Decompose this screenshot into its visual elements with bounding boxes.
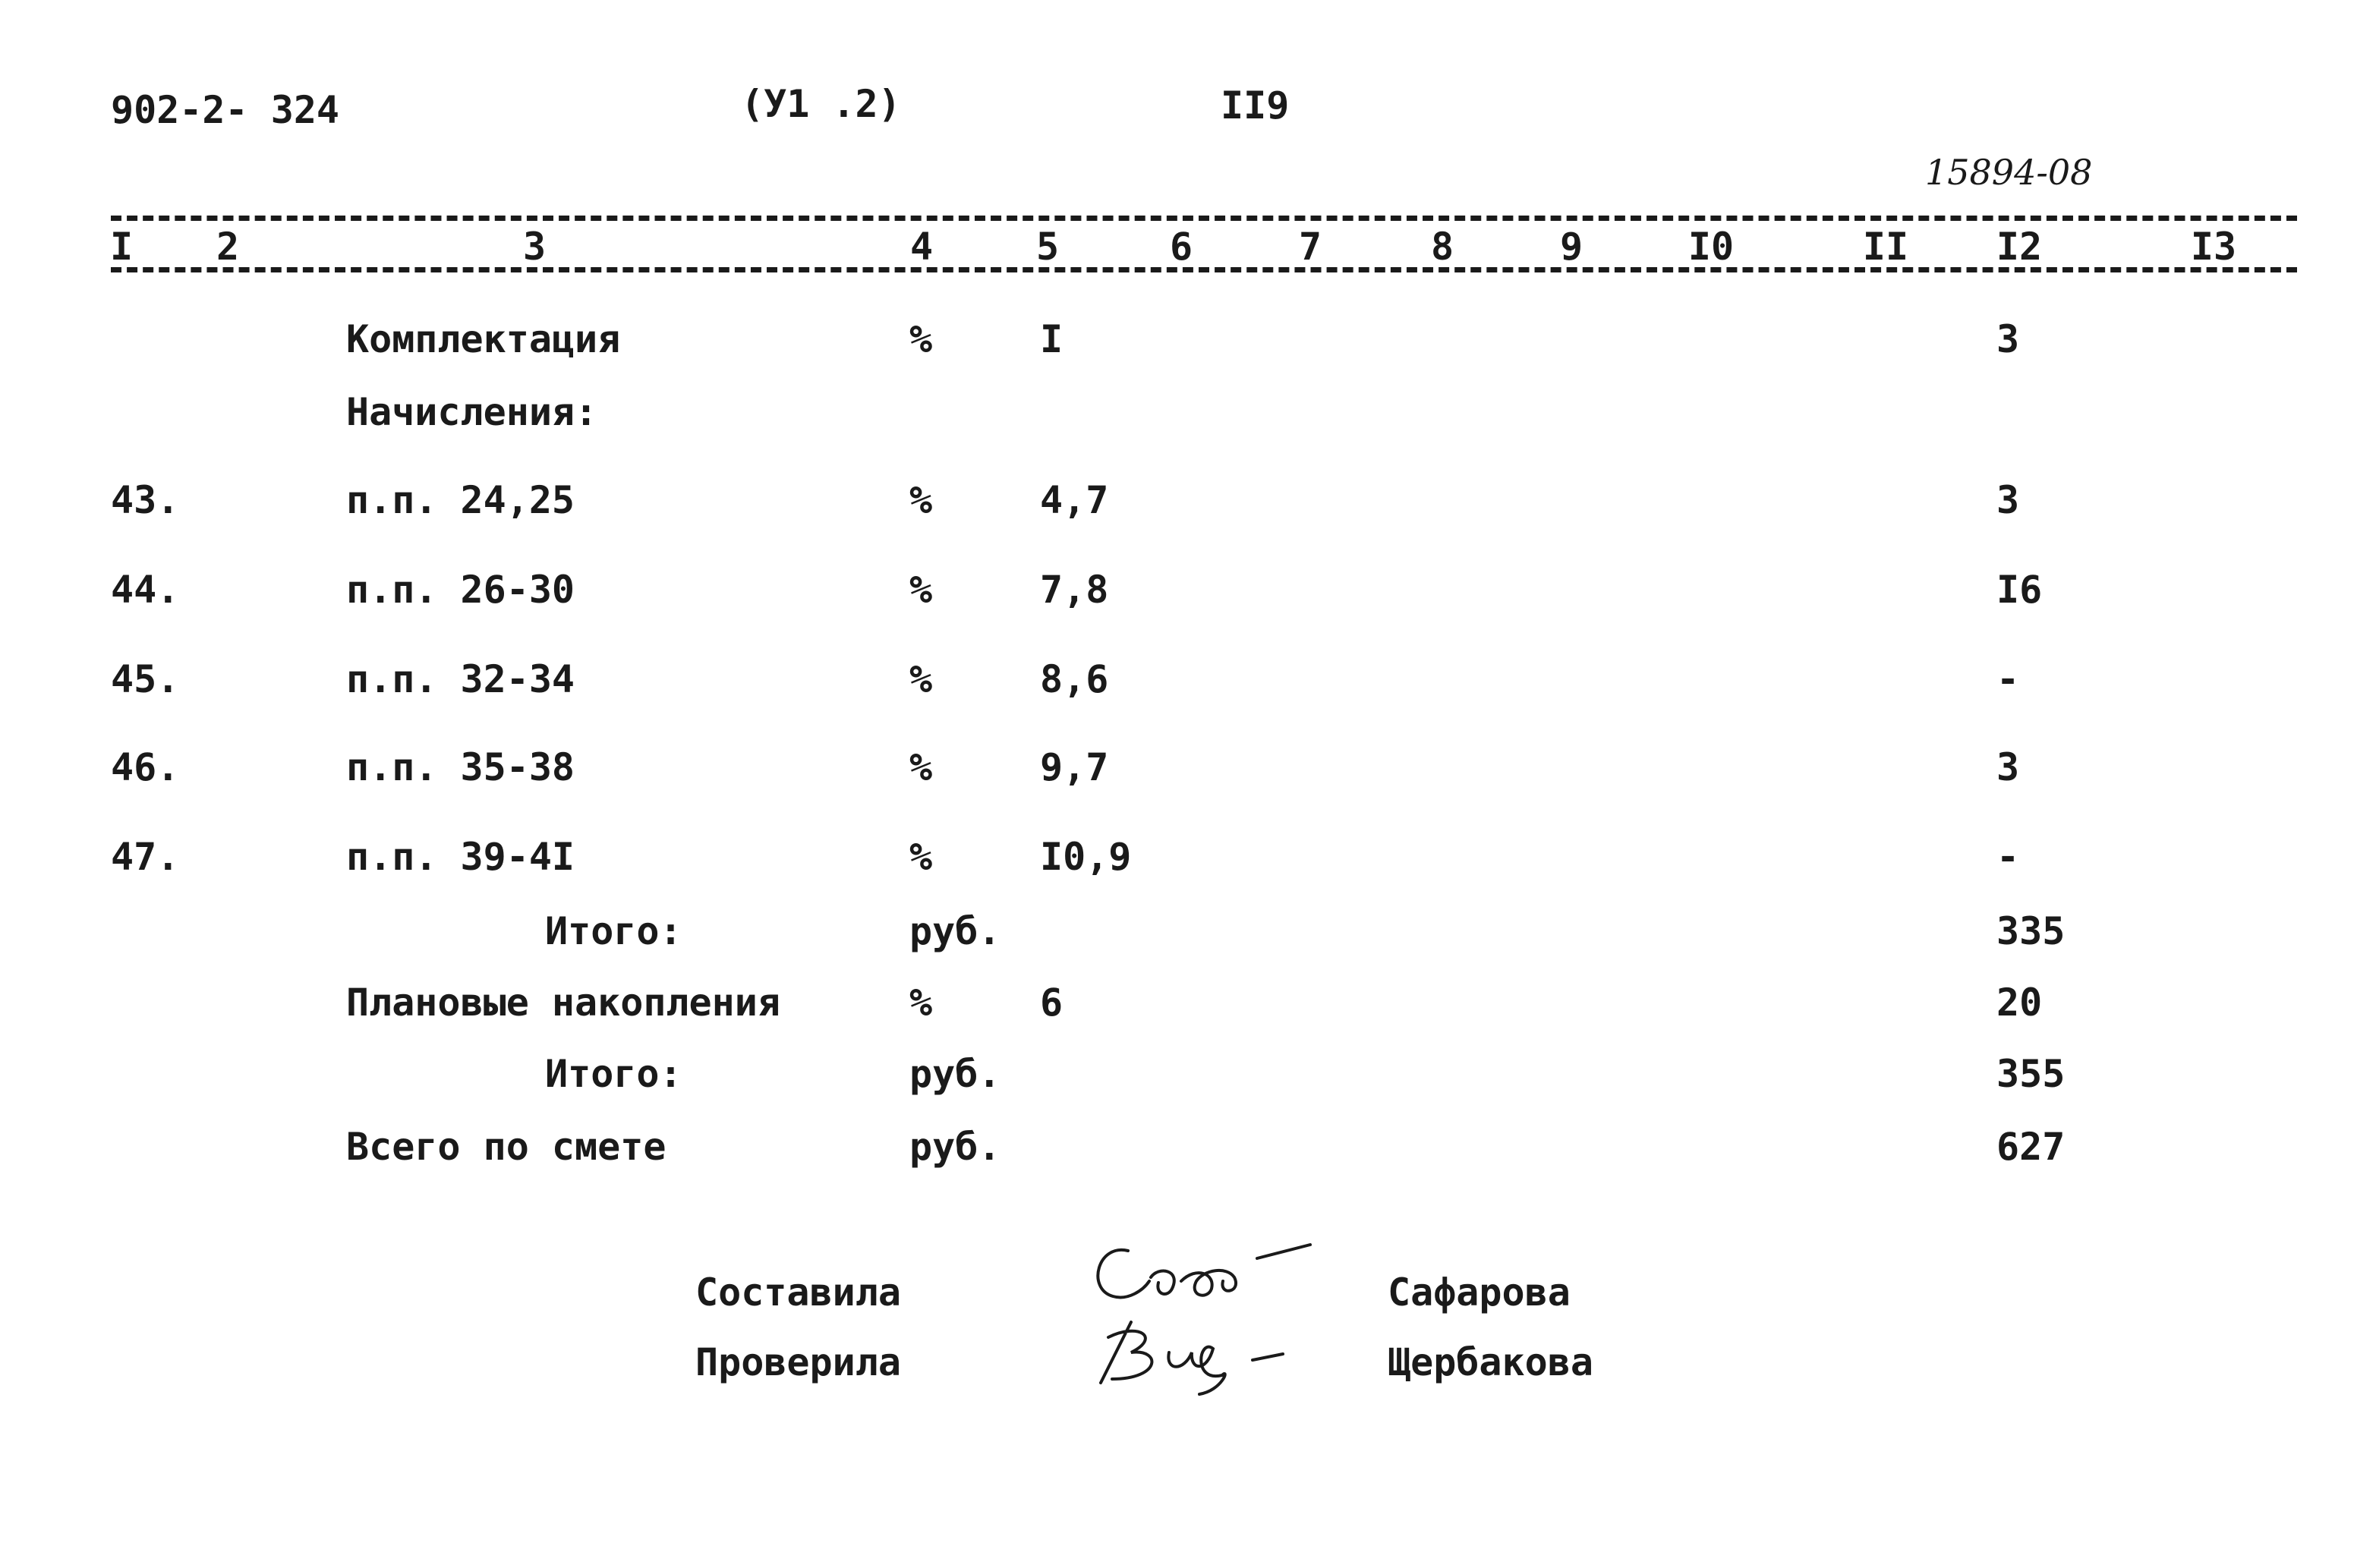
row-number: 45.	[111, 657, 180, 701]
row-description: Плановые накопления	[346, 981, 780, 1025]
row-total: 3	[1996, 317, 2020, 361]
column-number: 6	[1169, 225, 1193, 269]
row-number: 44.	[111, 568, 180, 612]
row-description: п.п. 32-34	[346, 657, 575, 701]
checked-by-name: Щербакова	[1388, 1340, 1593, 1384]
column-number: 8	[1430, 225, 1454, 269]
row-rate: 6	[1040, 981, 1064, 1025]
row-total: I6	[1996, 568, 2043, 612]
row-unit: руб.	[909, 1052, 1001, 1096]
row-description: Итого:	[545, 1052, 682, 1096]
row-description: п.п. 39-4I	[346, 835, 575, 879]
row-rate: 8,6	[1040, 657, 1109, 701]
row-rate: 9,7	[1040, 745, 1109, 789]
column-number: 9	[1559, 225, 1583, 269]
checked-signature	[1078, 1307, 1321, 1398]
sheet-reference: (У1 .2)	[741, 82, 901, 126]
row-number: 43.	[111, 478, 180, 522]
row-number: 47.	[111, 835, 180, 879]
header-bottom-rule	[111, 267, 2297, 272]
row-unit: %	[909, 478, 933, 522]
row-unit: %	[909, 317, 933, 361]
row-description: Всего по смете	[346, 1125, 666, 1169]
row-unit: %	[909, 745, 933, 789]
column-number: 4	[909, 225, 934, 269]
column-number: I2	[1996, 225, 2043, 269]
column-number: 3	[522, 225, 547, 269]
row-description: п.п. 35-38	[346, 745, 575, 789]
row-rate: 4,7	[1040, 478, 1109, 522]
row-description: п.п. 24,25	[346, 478, 575, 522]
row-description: Итого:	[545, 909, 682, 953]
page-number: II9	[1221, 83, 1290, 128]
row-unit: руб.	[909, 1125, 1001, 1169]
row-rate: I0,9	[1040, 835, 1132, 879]
checked-by-label: Проверила	[695, 1340, 901, 1384]
row-total: 3	[1996, 745, 2020, 789]
column-number: I0	[1687, 225, 1735, 269]
row-rate: 7,8	[1040, 568, 1109, 612]
row-unit: %	[909, 568, 933, 612]
row-total: 355	[1996, 1052, 2066, 1096]
column-number: 5	[1035, 225, 1060, 269]
row-unit: %	[909, 835, 933, 879]
compiled-by-label: Составила	[695, 1270, 901, 1315]
document-code: 902-2- 324	[111, 88, 340, 132]
row-description: п.п. 26-30	[346, 568, 575, 612]
column-number: 2	[216, 225, 240, 269]
row-total: 627	[1996, 1125, 2066, 1169]
compiled-by-name: Сафарова	[1388, 1270, 1571, 1315]
row-total: -	[1996, 657, 2020, 701]
row-total: 335	[1996, 909, 2066, 953]
row-total: -	[1996, 835, 2020, 879]
column-number: 7	[1298, 225, 1322, 269]
column-number: I	[109, 225, 134, 269]
row-total: 3	[1996, 478, 2020, 522]
row-unit: %	[909, 657, 933, 701]
row-total: 20	[1996, 981, 2043, 1025]
row-number: 46.	[111, 745, 180, 789]
column-number: II	[1862, 225, 1909, 269]
row-unit: руб.	[909, 909, 1001, 953]
archive-number: 15894-08	[1925, 152, 2093, 193]
row-rate: I	[1040, 317, 1064, 361]
column-number: I3	[2190, 225, 2237, 269]
header-top-rule	[111, 216, 2297, 221]
row-unit: %	[909, 981, 933, 1025]
row-description: Начисления:	[346, 390, 598, 434]
row-description: Комплектация	[346, 317, 621, 361]
